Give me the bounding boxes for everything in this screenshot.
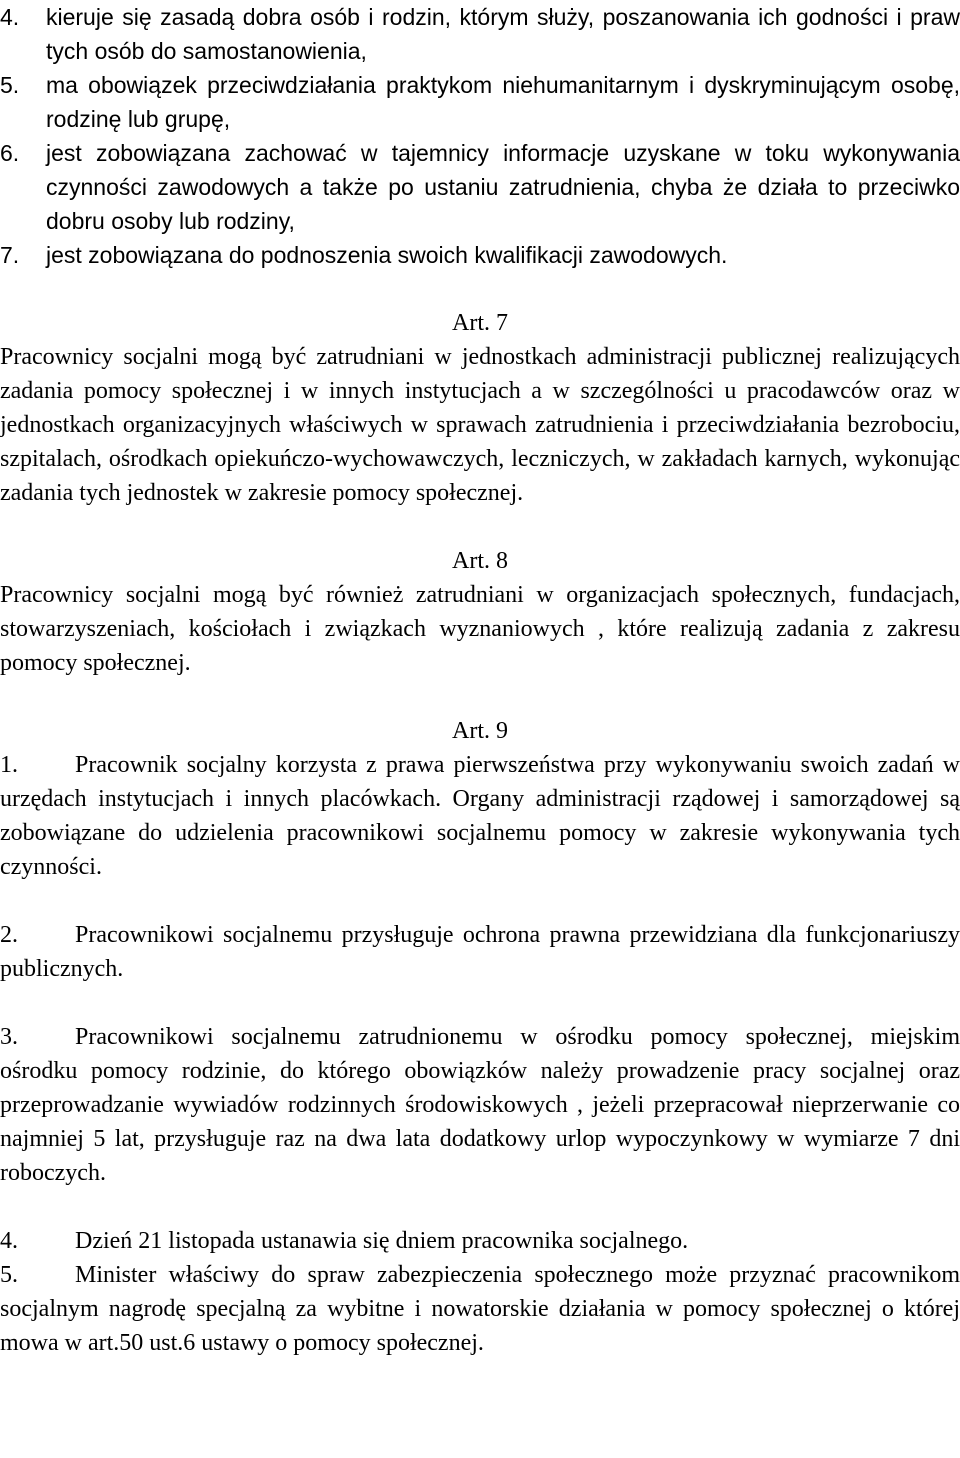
paragraph-text: Dzień 21 listopada ustanawia się dniem pracownika socjalnego. (75, 1228, 689, 1254)
article-7-text: Pracownicy socjalni mogą być zatrudniani w jednostkach administracji publicznej realizujących zadania pomocy społecznej i w innych instytucjach a w szczególności u pracodawców oraz w jednostkach organizacyjnych właściwych w sprawach zatrudnienia i przeciwdziałania bezrobociu, szpitalach, ośrodkach opiekuńczo-wychowawczych, leczniczych, w zakładach karnych, wykonując zadania tych jednostek w zakresie pomocy społecznej. (0, 344, 960, 506)
paragraph-number: 5. (0, 1262, 18, 1288)
article-9-paragraph-4 (0, 1224, 960, 1258)
list-item (0, 136, 960, 238)
paragraph-spacer (0, 884, 960, 918)
article-9-paragraph-3 (0, 1020, 960, 1190)
paragraph-text: Pracownikowi socjalnemu zatrudnionemu w ośrodku pomocy społecznej, miejskim ośrodku pomocy rodzinie, do którego obowiązków należy prowadzenie pracy socjalnej oraz przeprowadzanie wywiadów rodzinnych środowiskowych , jeżeli przepracował nieprzerwanie co najmniej 5 lat, przysługuje raz na dwa lata dodatkowy urlop wypoczynkowy w wymiarze 7 dni roboczych. (0, 1024, 960, 1186)
list-item (0, 238, 960, 272)
paragraph-text: Pracownikowi socjalnemu przysługuje ochrona prawna przewidziana dla funkcjonariuszy publicznych. (0, 922, 960, 982)
list-item-number: 6. (0, 140, 20, 166)
list-item (0, 0, 960, 68)
paragraph-text: Pracownik socjalny korzysta z prawa pierwszeństwa przy wykonywaniu swoich zadań w urzędach instytucjach i innych placówkach. Organy administracji rządowej i samorządowej są zobowiązane do udzielenia pracownikowi socjalnemu pomocy w zakresie wykonywania tych czynności. (0, 752, 960, 880)
paragraph-number: 3. (0, 1024, 18, 1050)
duties-list (0, 0, 960, 272)
list-item-text: kieruje się zasadą dobra osób i rodzin, którym służy, poszanowania ich godności i praw tych osób do samostanowienia, (46, 4, 960, 64)
paragraph-number: 1. (0, 752, 18, 778)
paragraph-spacer (0, 986, 960, 1020)
list-item-text: ma obowiązek przeciwdziałania praktykom niehumanitarnym i dyskryminującym osobę, rodzinę lub grupę, (46, 72, 960, 132)
article-9-paragraph-5 (0, 1258, 960, 1360)
paragraph-number: 2. (0, 922, 18, 948)
list-item-number: 5. (0, 72, 20, 98)
article-7-heading: Art. 7 (452, 310, 508, 336)
paragraph-text: Minister właściwy do spraw zabezpieczenia społecznego może przyznać pracownikom socjalnym nagrodę specjalną za wybitne i nowatorskie działania w pomocy społecznej o której mowa w art.50 ust.6 ustawy o pomocy społecznej. (0, 1262, 960, 1356)
article-8-heading: Art. 8 (452, 548, 508, 574)
list-item-text: jest zobowiązana do podnoszenia swoich kwalifikacji zawodowych. (46, 242, 728, 268)
list-item-number: 4. (0, 4, 20, 30)
article-8-text: Pracownicy socjalni mogą być również zatrudniani w organizacjach społecznych, fundacjach, stowarzyszeniach, kościołach i związkach wyznaniowych , które realizują zadania z zakresu pomocy społecznej. (0, 582, 960, 676)
paragraph-number: 4. (0, 1228, 18, 1254)
list-item (0, 68, 960, 136)
article-9-paragraph-1 (0, 748, 960, 884)
paragraph-spacer (0, 1190, 960, 1224)
list-item-number: 7. (0, 242, 20, 268)
article-9-heading: Art. 9 (452, 718, 508, 744)
list-item-text: jest zobowiązana zachować w tajemnicy informacje uzyskane w toku wykonywania czynności zawodowych a także po ustaniu zatrudnienia, chyba że działa to przeciwko dobru osoby lub rodziny, (46, 140, 960, 234)
article-9-paragraph-2 (0, 918, 960, 986)
